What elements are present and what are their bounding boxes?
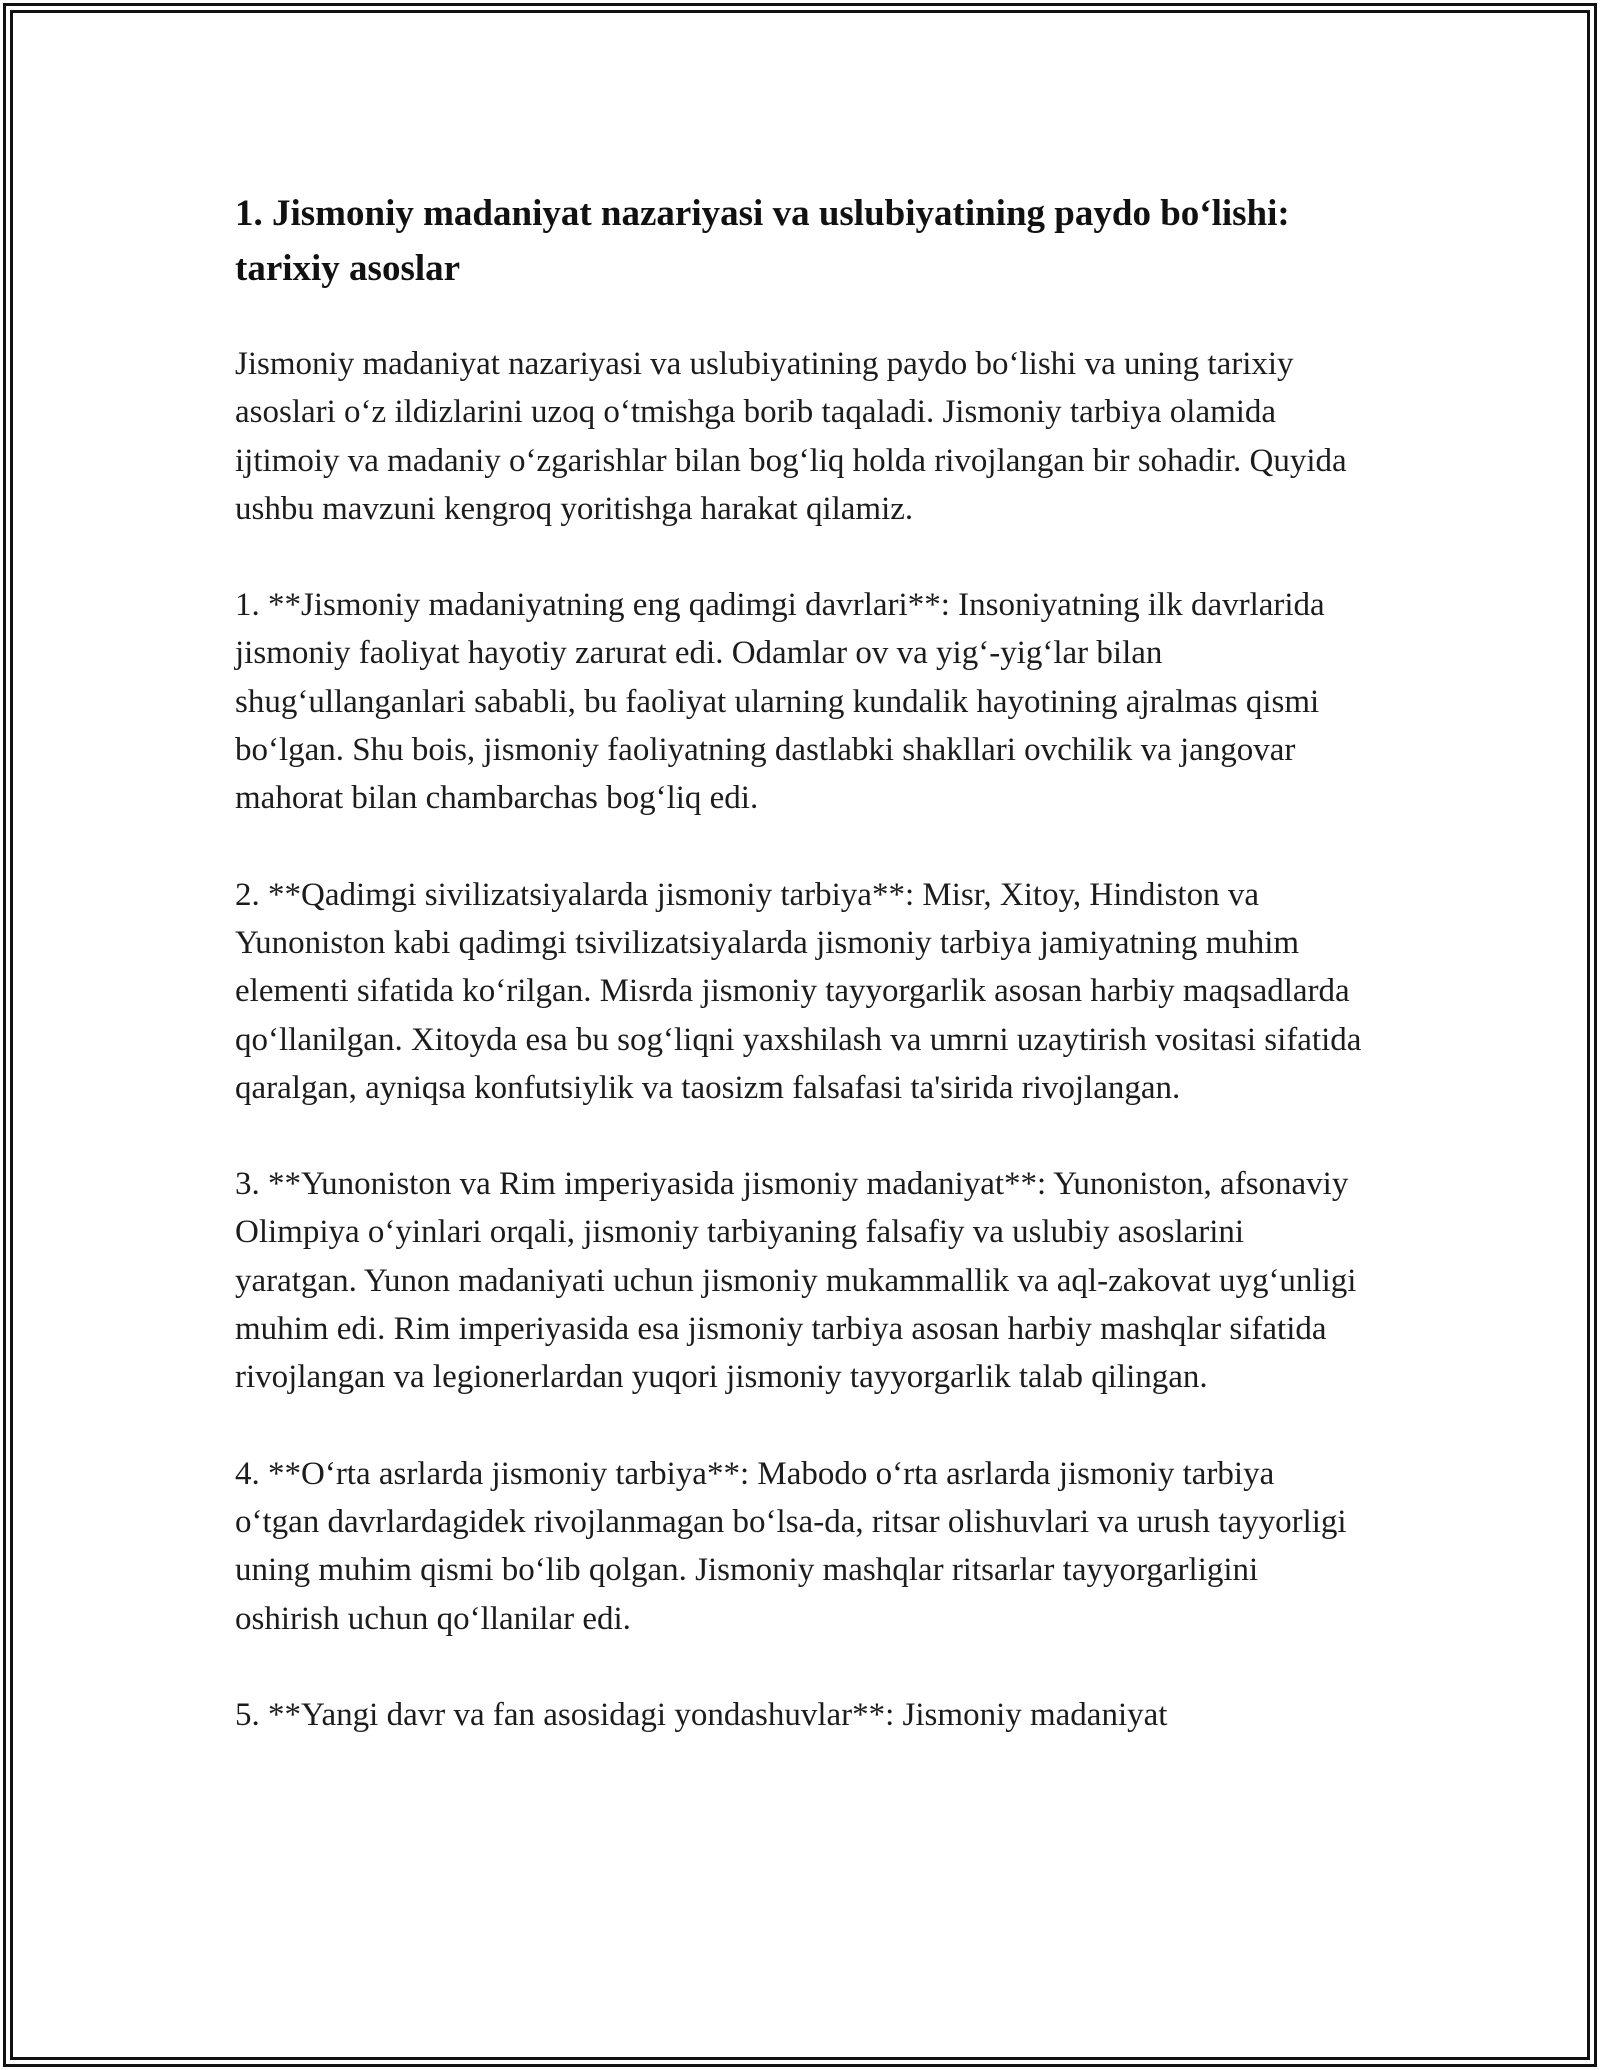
list-item-middle-ages: 4. **O‘rta asrlarda jismoniy tarbiya**: Mabodo o‘rta asrlarda jismoniy tarbiya o‘tgan davrlardagidek rivojlanmagan bo‘lsa-da, ritsar olishuvlari va urush tayyorligi uning muhim qismi bo‘lib qolgan. Jismoniy mashqlar ritsarlar tayyorgarligini oshirish uchun qo‘llanilar edi. [235,1455,1347,1637]
list-item-greece-rome: 3. **Yunoniston va Rim imperiyasida jismoniy madaniyat**: Yunoniston, afsonaviy Olimpiya o‘yinlari orqali, jismoniy tarbiyaning falsafiy va uslubiy asoslarini yaratgan. Yunon madaniyati uchun jismoniy mukammallik va aql-zakovat uyg‘unligi muhim edi. Rim imperiyasida esa jismoniy tarbiya asosan harbiy mashqlar sifatida rivojlangan va legionerlardan yuqori jismoniy tayyorgarlik talab qilingan. [235,1166,1357,1396]
intro-paragraph: Jismoniy madaniyat nazariyasi va uslubiyatining paydo bo‘lishi va uning tarixiy asoslari o‘z ildizlarini uzoq o‘tmishga borib taqaladi. Jismoniy tarbiya olamida ijtimoiy va madaniy o‘zgarishlar bilan bog‘liq holda rivojlangan bir sohadir. Quyida ushbu mavzuni kengroq yoritishga harakat qilamiz. [235,346,1347,527]
list-item-ancient-periods: 1. **Jismoniy madaniyatning eng qadimgi davrlari**: Insoniyatning ilk davrlarida jismoniy faoliyat hayotiy zarurat edi. Odamlar ov va yig‘-yig‘lar bilan shug‘ullanganlari sababli, bu faoliyat ularning kundalik hayotining ajralmas qismi bo‘lgan. Shu bois, jismoniy faoliyatning dastlabki shakllari ovchilik va jangovar mahorat bilan chambarchas bog‘liq edi. [235,587,1325,817]
document-body [235,186,1365,1787]
section-heading: 1. Jismoniy madaniyat nazariyasi va uslubiyatining paydo bo‘lishi: tarixiy asoslar [235,193,1290,289]
list-item-new-era: 5. **Yangi davr va fan asosidagi yondashuvlar**: Jismoniy madaniyat [235,1696,1168,1733]
list-item-ancient-civilizations: 2. **Qadimgi sivilizatsiyalarda jismoniy tarbiya**: Misr, Xitoy, Hindiston va Yunoniston kabi qadimgi tsivilizatsiyalarda jismoniy tarbiya jamiyatning muhim elementi sifatida ko‘rilgan. Misrda jismoniy tayyorgarlik asosan harbiy maqsadlarda qo‘llanilgan. Xitoyda esa bu sog‘liqni yaxshilash va umrni uzaytirish vositasi sifatida qaralgan, ayniqsa konfutsiylik va taosizm falsafasi ta'sirida rivojlangan. [235,876,1362,1106]
